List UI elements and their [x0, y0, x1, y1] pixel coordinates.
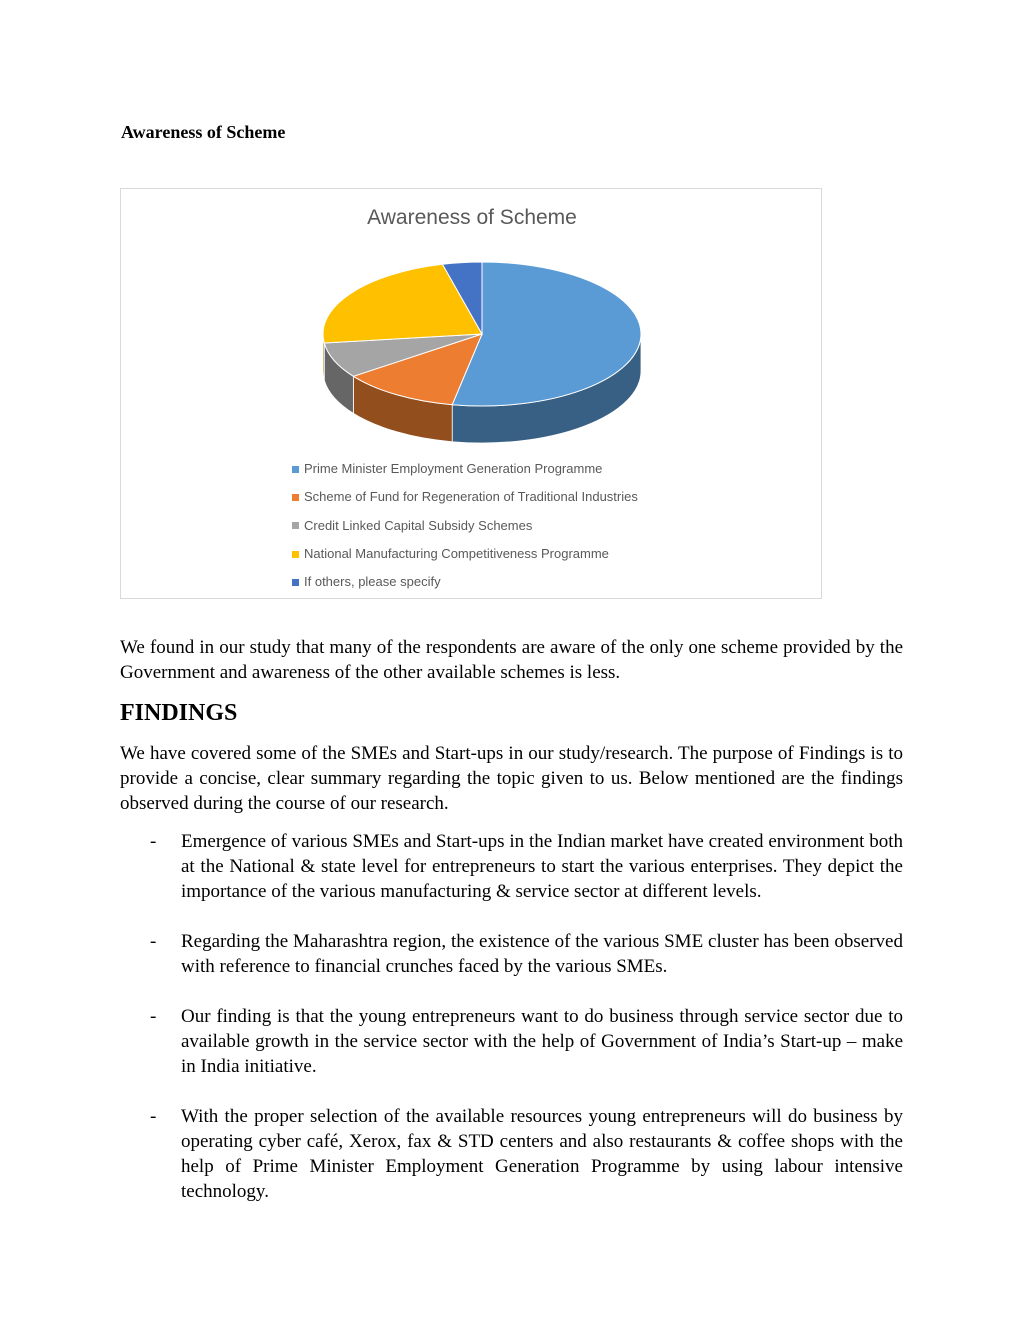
bullet-text: Regarding the Maharashtra region, the existence of the various SME cluster has been observed with reference to financial crunches faced by the various SMEs. — [181, 931, 903, 977]
legend-swatch — [292, 522, 299, 529]
bullet-text: Emergence of various SMEs and Start-ups in the Indian market have created environment both at the National & state level for entrepreneurs to start the various enterprises. They depict the importance of the various manufacturing & service sector at different levels. — [181, 831, 903, 902]
findings-paragraph: We have covered some of the SMEs and Start-ups in our study/research. The purpose of Findings is to provide a concise, clear summary regarding the topic given to us. Below mentioned are the findings observed during the course of our research. — [120, 743, 903, 814]
legend-swatch — [292, 551, 299, 558]
legend-label: Prime Minister Employment Generation Programme — [304, 461, 603, 477]
legend-item — [292, 455, 638, 483]
finding-bullet — [150, 1004, 903, 1079]
chart-title: Awareness of Scheme — [367, 206, 577, 229]
legend-item — [292, 483, 638, 511]
bullet-text: With the proper selection of the available resources young entrepreneurs will do business by operating cyber café, Xerox, fax & STD centers and also restaurants & coffee shops with the help of Prime Minister Employment Generation Programme by using labour intensive technology. — [181, 1106, 903, 1202]
pie-slices — [323, 262, 641, 443]
legend-label: Credit Linked Capital Subsidy Schemes — [304, 517, 533, 533]
legend-label: National Manufacturing Competitiveness Programme — [304, 546, 609, 562]
section-title: Awareness of Scheme — [121, 122, 286, 142]
bullet-marker: - — [150, 1006, 157, 1027]
bullet-marker: - — [150, 931, 157, 952]
chart-legend — [292, 455, 638, 596]
legend-item — [292, 540, 638, 568]
bullet-marker: - — [150, 1106, 157, 1127]
legend-label: If others, please specify — [304, 574, 441, 590]
legend-swatch — [292, 466, 299, 473]
bullet-text: Our finding is that the young entrepreneurs want to do business through service sector due to available growth in the service sector with the help of Government of India’s Start-up – make in India initiative. — [181, 1006, 903, 1077]
findings-heading: FINDINGS — [120, 700, 238, 726]
finding-bullet — [150, 1104, 903, 1204]
legend-item — [292, 568, 638, 596]
finding-bullet — [150, 929, 903, 979]
legend-item — [292, 512, 638, 540]
intro-paragraph: We found in our study that many of the respondents are aware of the only one scheme provided by the Government and awareness of the other available schemes is less. — [120, 637, 903, 683]
finding-bullet — [150, 829, 903, 904]
legend-label: Scheme of Fund for Regeneration of Traditional Industries — [304, 489, 638, 505]
legend-swatch — [292, 494, 299, 501]
legend-swatch — [292, 579, 299, 586]
bullet-marker: - — [150, 831, 157, 852]
